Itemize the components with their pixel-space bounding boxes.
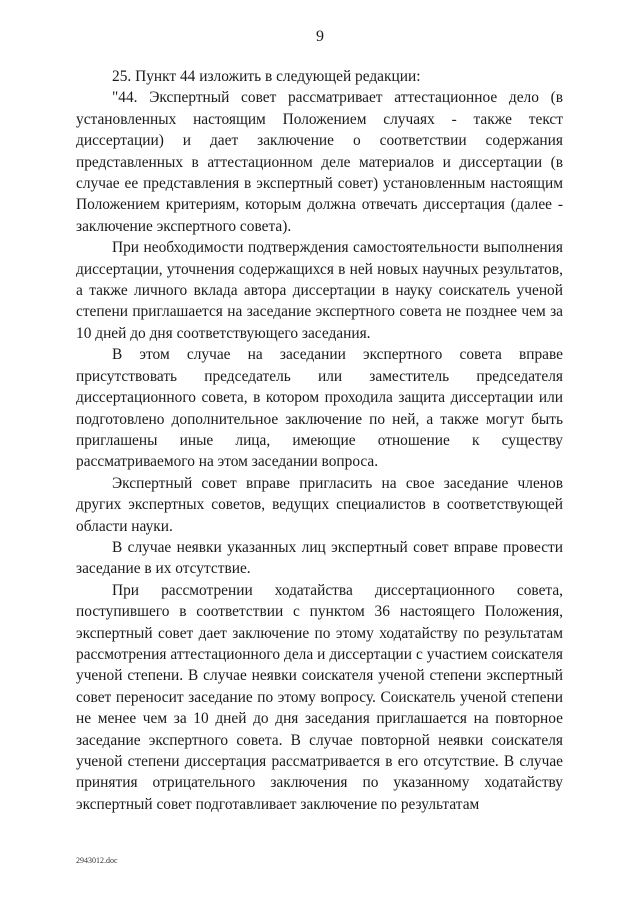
paragraph-3: При необходимости подтверждения самостоятельности выполнения диссертации, уточнения содержащихся в ней новых научных результатов, а также личного вклада автора диссертации в науку соискатель ученой степени приглашается на заседание экспертного совета не позднее чем за 10 дней до дня соответствующего заседания. (76, 239, 563, 342)
paragraph-4: В этом случае на заседании экспертного совета вправе присутствовать председатель или заместитель председателя диссертационного совета, в котором проходила защита диссертации или подготовлено дополнительное заключение по ней, а также могут быть приглашены иные лица, имеющие отношение к существу рассматриваемого на этом заседании вопроса. (76, 346, 563, 471)
paragraph-1: 25. Пункт 44 изложить в следующей редакции: (112, 68, 421, 85)
footer-filename: 2943012.doc (76, 856, 118, 865)
page-number: 9 (316, 28, 324, 45)
paragraph-6: В случае неявки указанных лиц экспертный совет вправе провести заседание в их отсутствие. (76, 538, 563, 578)
document-body (76, 66, 563, 815)
paragraph-5: Экспертный совет вправе пригласить на свое заседание членов других экспертных советов, ведущих специалистов в соответствующей области науки. (76, 474, 563, 535)
paragraph-2: "44. Экспертный совет рассматривает аттестационное дело (в установленных настоящим Положением случаях - также текст диссертации) и дает заключение о соответствии содержания представленных в аттестационном деле материалов и диссертации (в случае ее представления в экспертный совет) установленным настоящим Положением критериям, которым должна отвечать диссертация (далее - заключение экспертного совета). (76, 89, 563, 235)
paragraph-7: При рассмотрении ходатайства диссертационного совета, поступившего в соответствии с пунктом 36 настоящего Положения, экспертный совет дает заключение по этому ходатайству по результатам рассмотрения аттестационного дела и диссертации с участием соискателя ученой степени. В случае неявки соискателя ученой степени экспертный совет переносит заседание по этому вопросу. Соискатель ученой степени не менее чем за 10 дней до дня заседания приглашается на повторное заседание экспертного совета. В случае повторной неявки соискателя ученой степени диссертация рассматривается в его отсутствие. В случае принятия отрицательного заключения по указанному ходатайству экспертный совет подготавливает заключение по результатам (76, 581, 563, 813)
